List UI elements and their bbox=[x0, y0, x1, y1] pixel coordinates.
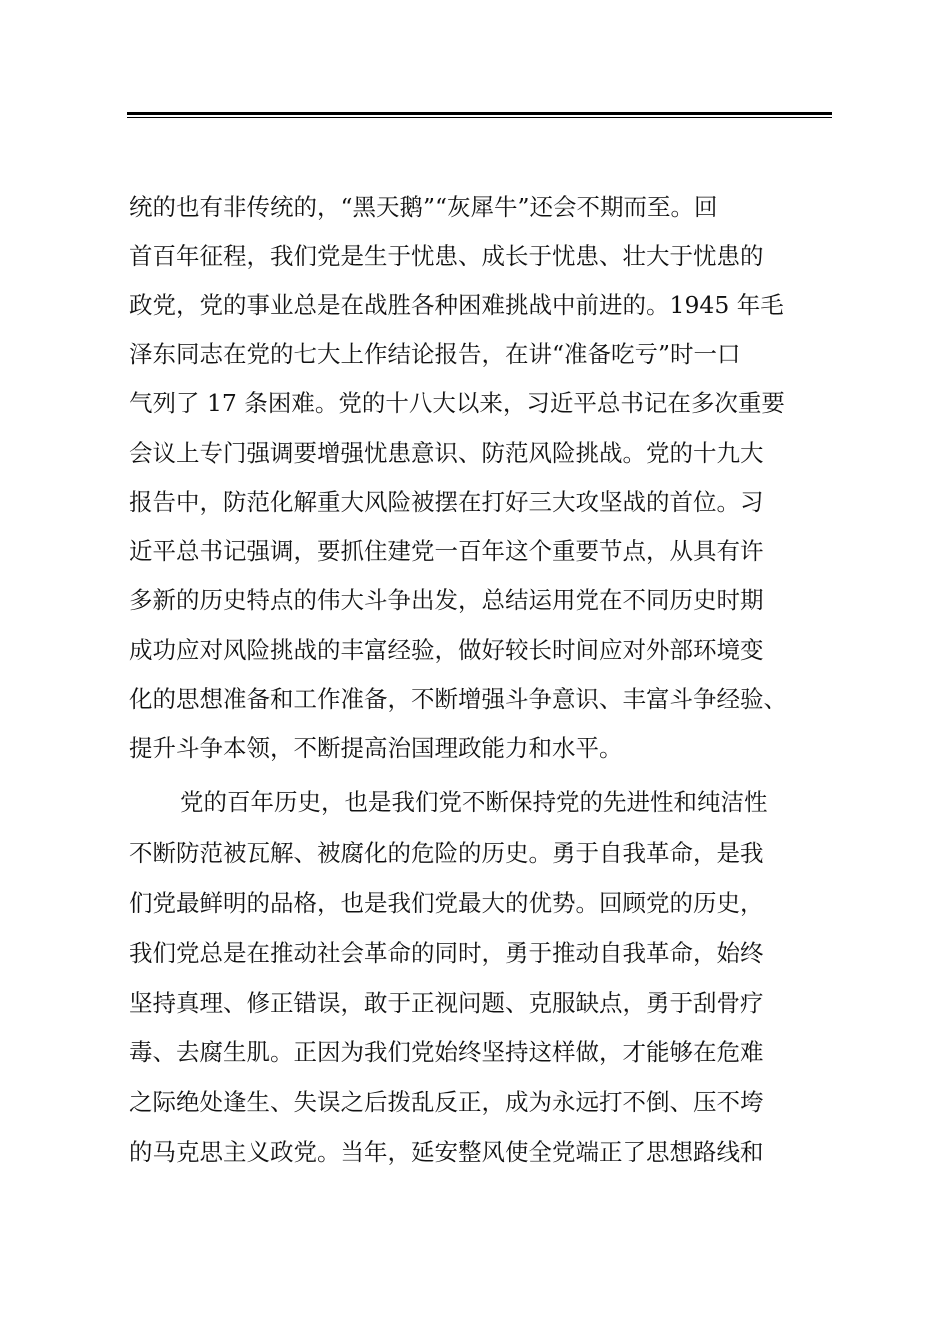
body-text-line: 之际绝处逢生、失误之后拨乱反正，成为永远打不倒、压不垮 bbox=[129, 1088, 764, 1116]
body-text-line: 首百年征程，我们党是生于忧患、成长于忧患、壮大于忧患的 bbox=[129, 242, 764, 270]
body-text-line: 不断防范被瓦解、被腐化的危险的历史。勇于自我革命，是我 bbox=[129, 839, 764, 867]
body-text-line: 多新的历史特点的伟大斗争出发，总结运用党在不同历史时期 bbox=[129, 586, 764, 614]
body-text-line: 气列了 17 条困难。党的十八大以来，习近平总书记在多次重要 bbox=[129, 389, 785, 417]
body-text-line: 化的思想准备和工作准备，不断增强斗争意识、丰富斗争经验、 bbox=[129, 685, 787, 713]
body-text-line: 坚持真理、修正错误，敢于正视问题、克服缺点，勇于刮骨疗 bbox=[129, 989, 764, 1017]
paragraph-first-line: 党的百年历史，也是我们党不断保持党的先进性和纯洁性 bbox=[180, 788, 768, 816]
body-text-line: 提升斗争本领，不断提高治国理政能力和水平。 bbox=[129, 734, 623, 762]
body-text-line: 毒、去腐生肌。正因为我们党始终坚持这样做，才能够在危难 bbox=[129, 1038, 764, 1066]
body-text-line: 的马克思主义政党。当年，延安整风使全党端正了思想路线和 bbox=[129, 1138, 764, 1166]
body-text-line: 泽东同志在党的七大上作结论报告，在讲“准备吃亏”时一口 bbox=[129, 340, 741, 368]
body-text-line: 成功应对风险挑战的丰富经验，做好较长时间应对外部环境变 bbox=[129, 636, 764, 664]
body-text-line: 会议上专门强调要增强忧患意识、防范风险挑战。党的十九大 bbox=[129, 439, 764, 467]
body-text-line: 近平总书记强调，要抓住建党一百年这个重要节点，从具有许 bbox=[129, 537, 764, 565]
body-text-line: 政党，党的事业总是在战胜各种困难挑战中前进的。1945 年毛 bbox=[129, 291, 784, 319]
body-text-line: 们党最鲜明的品格，也是我们党最大的优势。回顾党的历史， bbox=[129, 889, 764, 917]
body-text-line: 我们党总是在推动社会革命的同时，勇于推动自我革命，始终 bbox=[129, 939, 764, 967]
body-text-line: 报告中，防范化解重大风险被摆在打好三大攻坚战的首位。习 bbox=[129, 488, 764, 516]
body-text-line: 统的也有非传统的，“黑天鹅”“灰犀牛”还会不期而至。回 bbox=[129, 193, 718, 221]
